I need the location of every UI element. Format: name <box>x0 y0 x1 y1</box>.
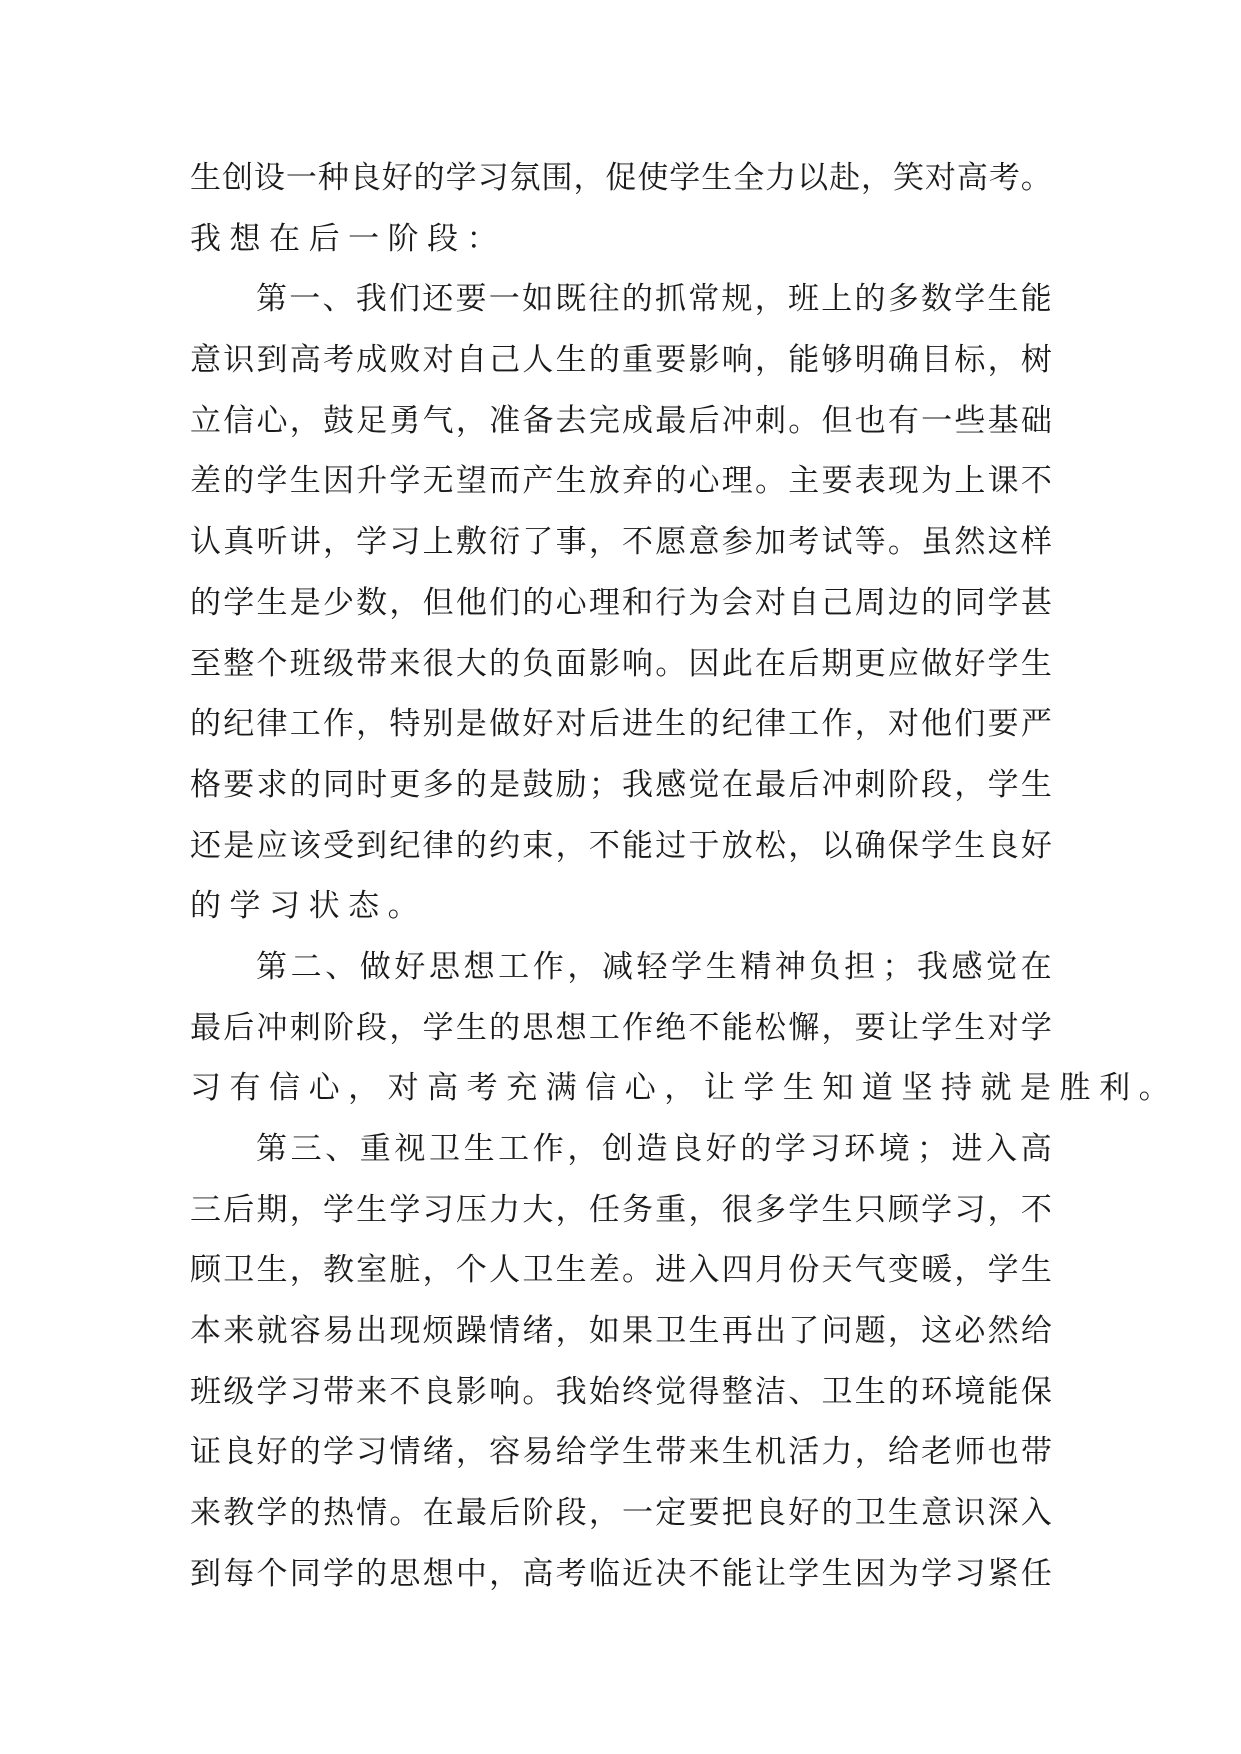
text-line: 至 整 个 班 级 带 来 很 大 的 负 面 影 响 。 因 此 在 后 期 更 应 做 好 学 生 <box>190 645 1052 682</box>
text-line: 的 学 生 是 少 数 ， 但 他 们 的 心 理 和 行 为 会 对 自 己 周 边 的 同 学 甚 <box>190 584 1052 621</box>
text-line: 还 是 应 该 受 到 纪 律 的 约 束 ， 不 能 过 于 放 松 ， 以 确 保 学 生 良 好 <box>190 827 1052 864</box>
text-line: 来 教 学 的 热 情 。 在 最 后 阶 段 ， 一 定 要 把 良 好 的 卫 生 意 识 深 入 <box>190 1495 1052 1532</box>
text-line: 认 真 听 讲 ， 学 习 上 敷 衍 了 事 ， 不 愿 意 参 加 考 试 等 。 虽 然 这 样 <box>190 524 1052 561</box>
text-line: 本 来 就 容 易 出 现 烦 躁 情 绪 ， 如 果 卫 生 再 出 了 问 题 ， 这 必 然 给 <box>190 1313 1052 1350</box>
text-line: 意 识 到 高 考 成 败 对 自 己 人 生 的 重 要 影 响 ， 能 够 明 确 目 标 ， 树 <box>190 342 1052 379</box>
text-line: 到 每 个 同 学 的 思 想 中 ， 高 考 临 近 决 不 能 让 学 生 因 为 学 习 紧 任 <box>190 1555 1052 1592</box>
text-line: 顾 卫 生 ， 教 室 脏 ， 个 人 卫 生 差 。 进 入 四 月 份 天 气 变 暖 ， 学 生 <box>190 1252 1052 1289</box>
text-line: 立 信 心 ， 鼓 足 勇 气 ， 准 备 去 完 成 最 后 冲 刺 。 但 也 有 一 些 基 础 <box>190 402 1052 439</box>
text-line: 格 要 求 的 同 时 更 多 的 是 鼓 励 ； 我 感 觉 在 最 后 冲 刺 阶 段 ， 学 生 <box>190 766 1052 803</box>
text-line: 第 一 、 我 们 还 要 一 如 既 往 的 抓 常 规 ， 班 上 的 多 数 学 生 能 <box>256 281 1052 318</box>
text-line: 班 级 学 习 带 来 不 良 影 响 。 我 始 终 觉 得 整 洁 、 卫 生 的 环 境 能 保 <box>190 1373 1052 1410</box>
document-body <box>190 148 1179 1605</box>
text-line: 第 三 、 重 视 卫 生 工 作 ， 创 造 良 好 的 学 习 环 境 ； 进 入 高 <box>256 1131 1052 1167</box>
text-line: 最 后 冲 刺 阶 段 ， 学 生 的 思 想 工 作 绝 不 能 松 懈 ， 要 让 学 生 对 学 <box>190 1009 1052 1046</box>
text-line: 的 纪 律 工 作 ， 特 别 是 做 好 对 后 进 生 的 纪 律 工 作 ， 对 他 们 要 严 <box>190 706 1052 743</box>
text-line: 证 良 好 的 学 习 情 绪 ， 容 易 给 学 生 带 来 生 机 活 力 ， 给 老 师 也 带 <box>190 1434 1052 1471</box>
text-line: 三 后 期 ， 学 生 学 习 压 力 大 ， 任 务 重 ， 很 多 学 生 只 顾 学 习 ， 不 <box>190 1191 1052 1228</box>
text-line: 差 的 学 生 因 升 学 无 望 而 产 生 放 弃 的 心 理 。 主 要 表 现 为 上 课 不 <box>190 463 1052 500</box>
text-line: 第 二 、 做 好 思 想 工 作 ， 减 轻 学 生 精 神 负 担 ； 我 感 觉 在 <box>256 948 1052 985</box>
text-line: 习有信心，对高考充满信心，让学生知道坚持就是胜利。 <box>190 1070 1179 1107</box>
text-line: 生 创 设 一 种 良 好 的 学 习 氛 围 ， 促 使 学 生 全 力 以 赴 ， 笑 对 高 考 。 <box>190 160 1052 196</box>
text-line: 的学习状态。 <box>190 888 428 925</box>
text-line: 我想在后一阶段： <box>190 220 507 257</box>
